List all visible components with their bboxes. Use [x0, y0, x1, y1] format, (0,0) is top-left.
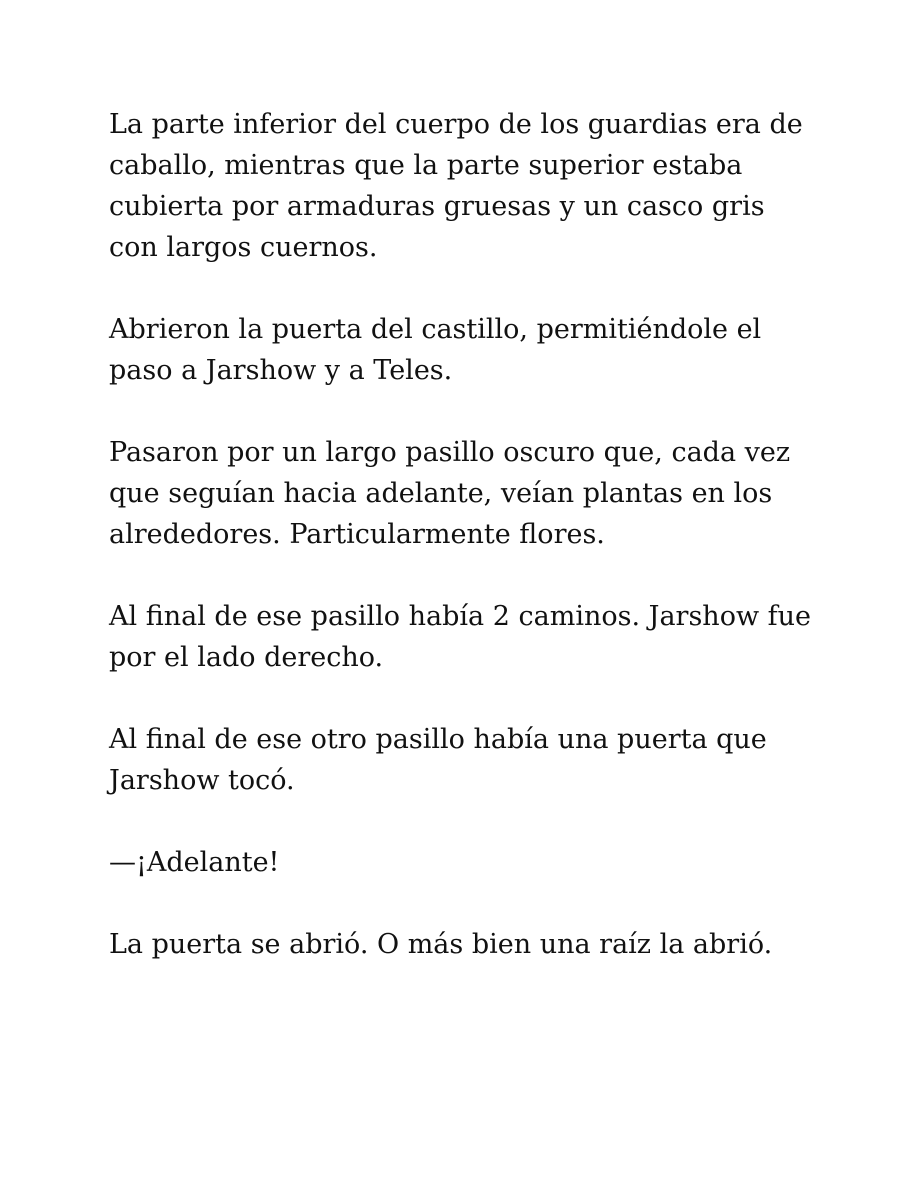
paragraph-root: La puerta se abrió. O más bien una raíz la abrió.	[109, 929, 773, 960]
paragraph-two-paths: Al final de ese pasillo había 2 caminos. Jarshow fue por el lado derecho.	[109, 601, 811, 673]
paragraph-dialogue: —¡Adelante!	[109, 847, 280, 878]
paragraph-guards: La parte inferior del cuerpo de los guardias era de caballo, mientras que la parte superior estaba cubierta por armaduras gruesas y un casco gris con largos cuernos.	[109, 109, 803, 263]
paragraph-corridor: Pasaron por un largo pasillo oscuro que, cada vez que seguían hacia adelante, veían plantas en los alrededores. Particularmente flores.	[109, 437, 791, 550]
story-text	[109, 104, 820, 965]
paragraph-castle-door: Abrieron la puerta del castillo, permitiéndole el paso a Jarshow y a Teles.	[109, 314, 762, 386]
paragraph-knock: Al final de ese otro pasillo había una puerta que Jarshow tocó.	[109, 724, 767, 796]
